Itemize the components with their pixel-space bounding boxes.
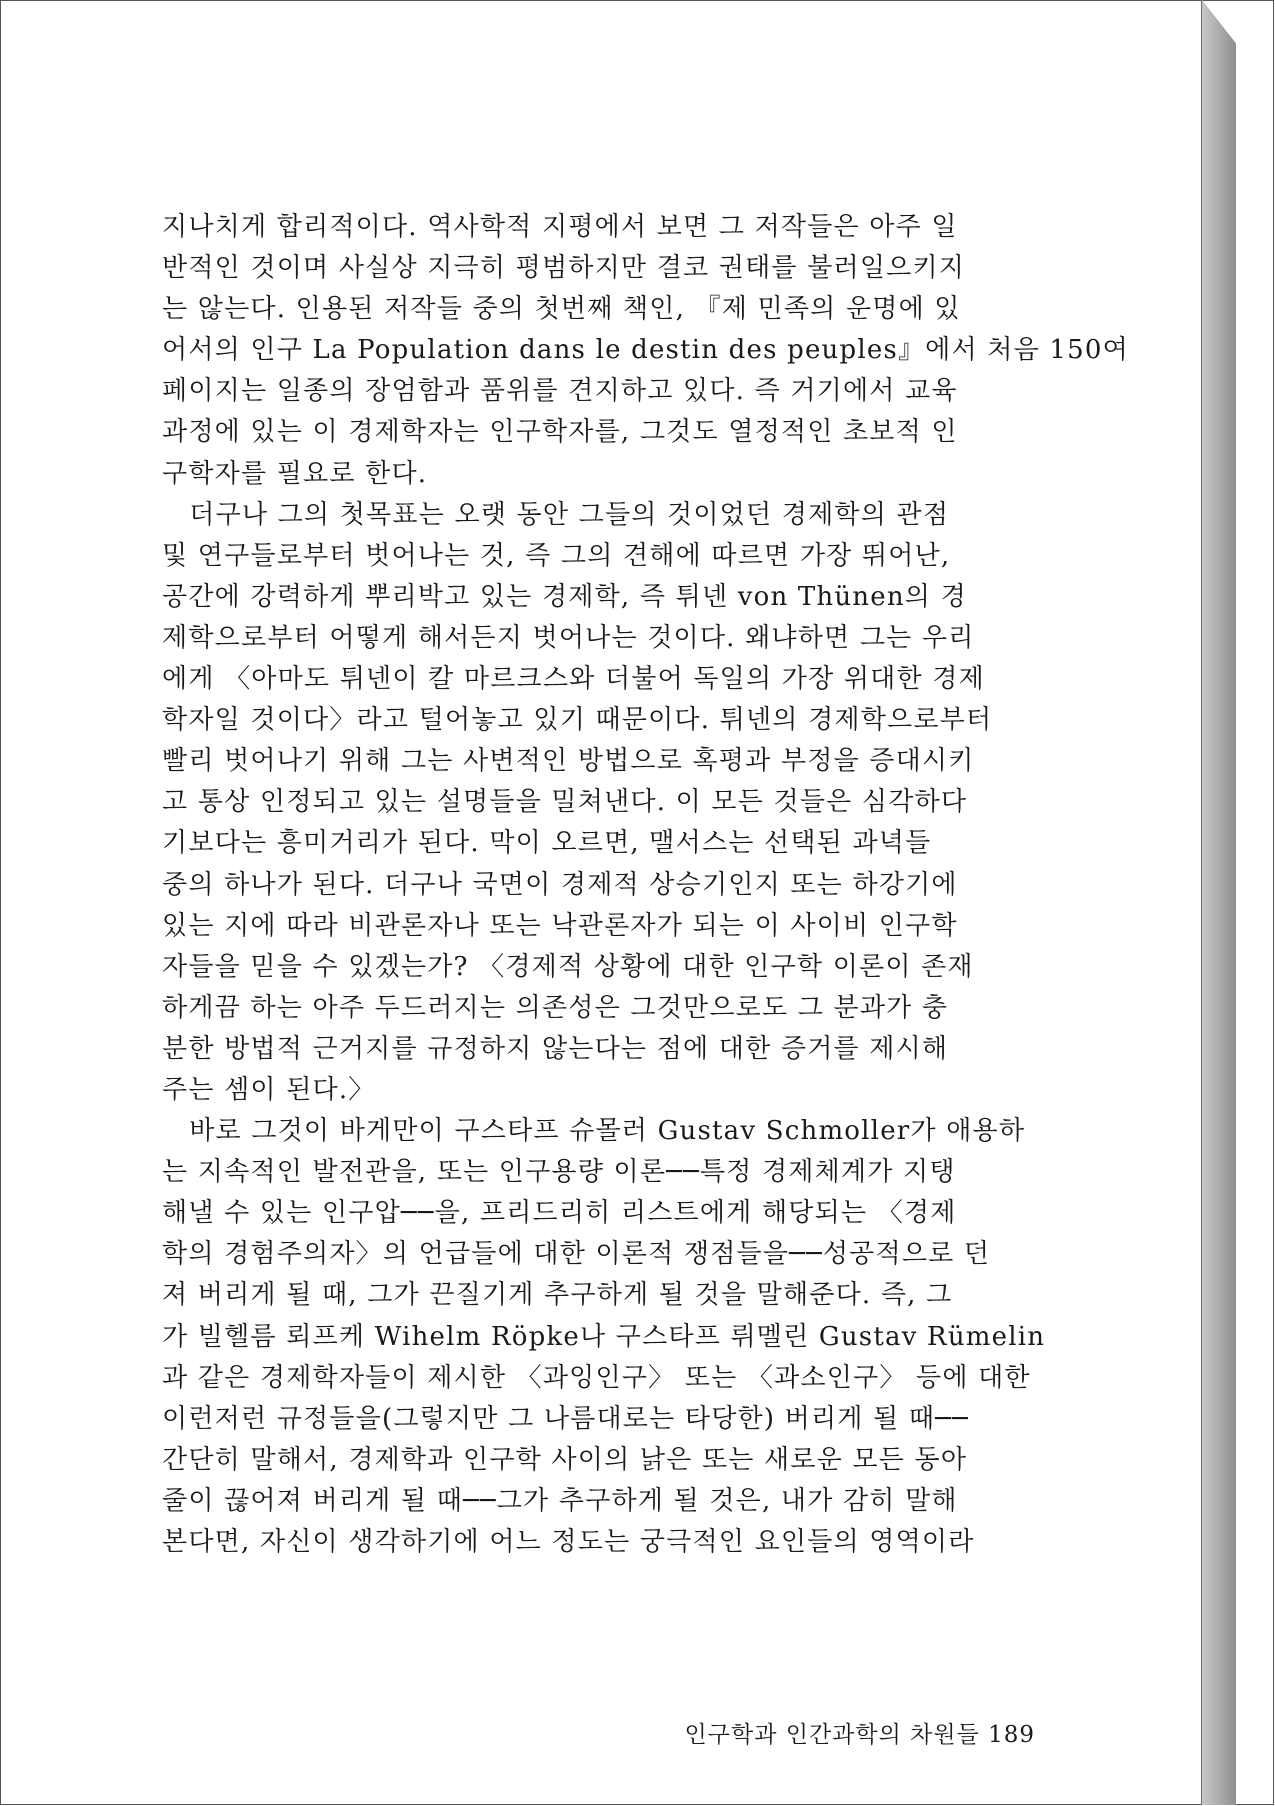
text-line: 반적인 것이며 사실상 지극히 평범하지만 결코 권태를 불러일으키지 — [162, 253, 966, 284]
text-line: 가 빌헬름 뢰프케 Wihelm Röpke나 구스타프 뤼멜린 Gustav Rümelin — [162, 1321, 1046, 1352]
text-line: 에게 〈아마도 튀넨이 칼 마르크스와 더불어 독일의 가장 위대한 경제 — [162, 664, 985, 695]
text-line: 는 않는다. 인용된 저작들 중의 첫번째 책인, 『제 민족의 운명에 있 — [162, 294, 961, 325]
text-line: 페이지는 일종의 장엄함과 품위를 견지하고 있다. 즉 거기에서 교육 — [162, 376, 958, 407]
body-text — [162, 207, 1129, 1563]
text-line: 과 같은 경제학자들이 제시한 〈과잉인구〉 또는 〈과소인구〉 등에 대한 — [162, 1362, 1031, 1393]
text-line: 제학으로부터 어떻게 해서든지 벗어나는 것이다. 왜냐하면 그는 우리 — [162, 622, 975, 653]
text-line: 및 연구들로부터 벗어나는 것, 즉 그의 견해에 따르면 가장 뛰어난, — [162, 540, 951, 571]
text-line: 져 버리게 될 때, 그가 끈질기게 추구하게 될 것을 말해준다. 즉, 그 — [162, 1280, 953, 1311]
text-line: 어서의 인구 La Population dans le destin des peuples』에서 처음 150여 — [162, 335, 1129, 366]
text-line: 간단히 말해서, 경제학과 인구학 사이의 낡은 또는 새로운 모든 동아 — [162, 1444, 968, 1475]
text-line: 학의 경험주의자〉의 언급들에 대한 이론적 쟁점들을──성공적으로 던 — [162, 1239, 991, 1270]
text-line: 본다면, 자신이 생각하기에 어느 정도는 궁극적인 요인들의 영역이라 — [162, 1527, 975, 1557]
text-line: 분한 방법적 근거지를 규정하지 않는다는 점에 대한 증거를 제시해 — [162, 1033, 949, 1064]
text-line: 있는 지에 따라 비관론자나 또는 낙관론자가 되는 이 사이비 인구학 — [162, 910, 958, 941]
text-line: 이런저런 규정들을(그렇지만 그 나름대로는 타당한) 버리게 될 때── — [162, 1403, 969, 1434]
text-line: 자들을 믿을 수 있겠는가? 〈경제적 상황에 대한 인구학 이론이 존재 — [162, 951, 974, 982]
text-line: 구학자를 필요로 한다. — [162, 458, 428, 489]
text-line: 주는 셈이 된다.〉 — [162, 1074, 376, 1105]
text-line: 는 지속적인 발전관을, 또는 인구용량 이론──특정 경제체계가 지탱 — [162, 1157, 956, 1188]
text-line: 고 통상 인정되고 있는 설명들을 밀쳐낸다. 이 모든 것들은 심각하다 — [162, 787, 968, 818]
text-line: 공간에 강력하게 뿌리박고 있는 경제학, 즉 튀넨 von Thünen의 경 — [162, 581, 967, 612]
text-line: 더구나 그의 첫목표는 오랫 동안 그들의 것이었던 경제학의 관점 — [162, 499, 950, 530]
text-line: 중의 하나가 된다. 더구나 국면이 경제적 상승기인지 또는 하강기에 — [162, 869, 958, 900]
text-line: 학자일 것이다〉라고 털어놓고 있기 때문이다. 튀넨의 경제학으로부터 — [162, 705, 993, 736]
text-line: 기보다는 흥미거리가 된다. 막이 오르면, 맬서스는 선택된 과녁들 — [162, 828, 932, 859]
text-line: 지나치게 합리적이다. 역사학적 지평에서 보면 그 저작들은 아주 일 — [162, 212, 958, 242]
text-line: 과정에 있는 이 경제학자는 인구학자를, 그것도 열정적인 초보적 인 — [162, 417, 958, 448]
text-line: 빨리 벗어나기 위해 그는 사변적인 방법으로 혹평과 부정을 증대시키 — [162, 746, 975, 777]
text-line: 해낼 수 있는 인구압──을, 프리드리히 리스트에게 해당되는 〈경제 — [162, 1198, 957, 1229]
text-line: 줄이 끊어져 버리게 될 때──그가 추구하게 될 것은, 내가 감히 말해 — [162, 1485, 958, 1516]
text-line: 바로 그것이 바게만이 구스타프 슈몰러 Gustav Schmoller가 애용하 — [162, 1116, 1026, 1147]
page-footer: 인구학과 인간과학의 차원들 189 — [684, 1722, 1035, 1748]
text-line: 하게끔 하는 아주 두드러지는 의존성은 그것만으로도 그 분과가 충 — [162, 992, 949, 1023]
book-spine — [1202, 0, 1236, 1805]
